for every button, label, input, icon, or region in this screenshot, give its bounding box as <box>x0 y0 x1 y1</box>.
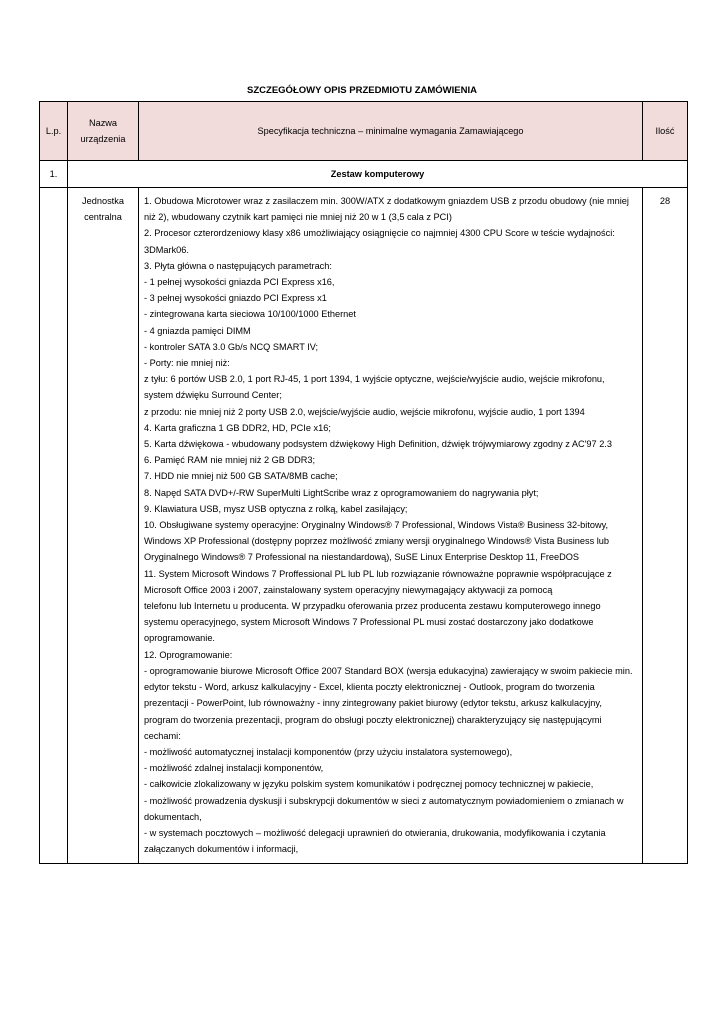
group-number: 1. <box>40 161 68 188</box>
spec-line: 1. Obudowa Microtower wraz z zasilaczem min. 300W/ATX z dodatkowym gniazdem USB z przodu obudowy (nie mniej niż 2), wbudowany czytnik kart pamięci nie mniej niż 20 w 1 (3,5 cala z PCI) <box>144 196 629 223</box>
spec-line: - możliwość zdalnej instalacji komponentów, <box>144 763 324 774</box>
spec-line: 9. Klawiatura USB, mysz USB optyczna z rolką, kabel zasilający; <box>144 503 408 514</box>
item-spec-cell <box>139 188 643 864</box>
item-lp-cell <box>40 188 68 864</box>
spec-line: - Porty: nie mniej niż: <box>144 358 230 369</box>
spec-line: - 1 pełnej wysokości gniazda PCI Express x16, <box>144 277 335 288</box>
spec-line: 8. Napęd SATA DVD+/-RW SuperMulti LightScribe wraz z oprogramowaniem do nagrywania płyt; <box>144 487 539 498</box>
specification-table <box>39 101 688 864</box>
spec-line: z przodu: nie mniej niż 2 porty USB 2.0, wejście/wyjście audio, wejście mikrofonu, wyjście audio, 1 port 1394 <box>144 406 585 417</box>
spec-line: 7. HDD nie mniej niż 500 GB SATA/8MB cache; <box>144 471 338 482</box>
spec-line: telefonu lub Internetu u producenta. W przypadku oferowania przez producenta zestawu komputerowego innego systemu operacyjnego, system Microsoft Windows 7 Professional PL musi zostać dostarczony jako dodatkowe oprogramowanie. <box>144 601 601 644</box>
spec-line: z tyłu: 6 portów USB 2.0, 1 port RJ-45, 1 port 1394, 1 wyjście optyczne, wejście/wyjście audio, wejście mikrofonu, system dźwięku Surround Center; <box>144 374 605 401</box>
spec-line: 3. Płyta główna o następujących parametrach: <box>144 260 332 271</box>
spec-line: - w systemach pocztowych – możliwość delegacji uprawnień do otwierania, drukowania, modyfikowania i czytania załączanych dokumentów i informacji, <box>144 827 606 855</box>
spec-line: 4. Karta graficzna 1 GB DDR2, HD, PCIe x16; <box>144 422 331 433</box>
header-name: Nazwa urządzenia <box>68 102 139 161</box>
spec-line: - kontroler SATA 3.0 Gb/s NCQ SMART IV; <box>144 341 319 352</box>
table-header-row <box>40 102 688 161</box>
spec-line: 2. Procesor czterordzeniowy klasy x86 umożliwiający osiągnięcie co najmniej 4300 CPU Score w teście wydajności: 3DMark06. <box>144 228 615 255</box>
spec-line: 5. Karta dźwiękowa - wbudowany podsystem dźwiękowy High Definition, dźwięk trójwymiarowy zgodny z AC'97 2.3 <box>144 439 612 450</box>
group-row <box>40 161 688 188</box>
spec-line: - możliwość automatycznej instalacji komponentów (przy użyciu instalatora systemowego), <box>144 746 513 757</box>
group-title: Zestaw komputerowy <box>68 161 688 188</box>
spec-line: - 4 gniazda pamięci DIMM <box>144 325 251 336</box>
spec-line: 12. Oprogramowanie: <box>144 649 233 660</box>
table-row <box>40 188 688 864</box>
spec-line: - możliwość prowadzenia dyskusji i subskrypcji dokumentów w sieci z automatycznym powiadomieniem o zmianach w dokumentach, <box>144 795 624 822</box>
spec-line: - 3 pełnej wysokości gniazdo PCI Express x1 <box>144 293 327 304</box>
spec-line: - zintegrowana karta sieciowa 10/100/1000 Ethernet <box>144 309 356 320</box>
header-qty: Ilość <box>643 102 688 161</box>
spec-line: 10. Obsługiwane systemy operacyjne: Oryginalny Windows® 7 Professional, Windows Vista® Business 32-bitowy, Windows XP Professional (dostępny poprzez możliwość zmiany wersji oryginalnego Windows® Vista Business lub Oryginalnego Windows® 7 Professional na niestandardową), SuSE Linux Enterprise Desktop 11, FreeDOS <box>144 520 609 563</box>
header-lp: L.p. <box>40 102 68 161</box>
page-title: SZCZEGÓŁOWY OPIS PRZEDMIOTU ZAMÓWIENIA <box>247 85 477 96</box>
spec-line: 6. Pamięć RAM nie mniej niż 2 GB DDR3; <box>144 455 316 466</box>
spec-line: 11. System Microsoft Windows 7 Proffessional PL lub PL lub rozwiązanie równoważne poprawnie współpracujące z Microsoft Office 2003 i 2007, zainstalowany system operacyjny niewymagający aktywacji za pomocą <box>144 568 612 595</box>
item-qty: 28 <box>643 188 688 864</box>
spec-line: - całkowicie zlokalizowany w języku polskim system komunikatów i podręcznej pomocy technicznej w pakiecie, <box>144 779 594 790</box>
item-name: Jednostka centralna <box>68 188 139 864</box>
header-spec: Specyfikacja techniczna – minimalne wymagania Zamawiającego <box>139 102 643 161</box>
spec-line: - oprogramowanie biurowe Microsoft Office 2007 Standard BOX (wersja edukacyjna) zawierający w swoim pakiecie min. edytor tekstu - Word, arkusz kalkulacyjny - Excel, klienta poczty elektronicznej - Outlook, program do tworzenia prezentacji - PowerPoint, lub równoważny - inny zintegrowany pakiet biurowy (edytor tekstu, arkusz kalkulacyjny, program do tworzenia prezentacji, program do obsługi poczty elektronicznej) charakteryzujący się następującymi cechami: <box>144 665 633 741</box>
